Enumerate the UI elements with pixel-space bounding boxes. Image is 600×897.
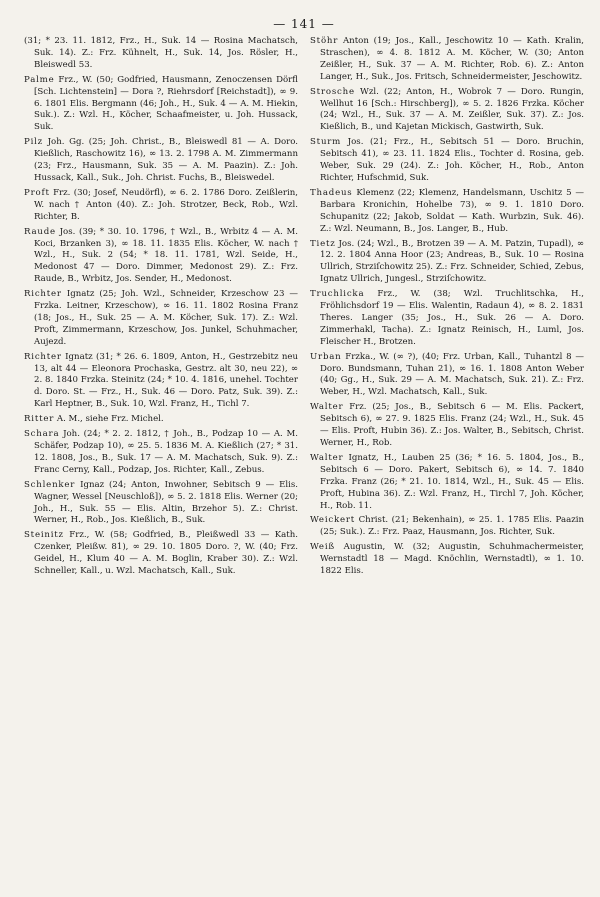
entry-surname: Schlenker	[24, 479, 76, 490]
register-entry	[24, 188, 298, 224]
entry-text: Jos. (21; Frz., H., Sebitsch 51 — Doro. Bruchin, Sebitsch 41), ∞ 23. 11. 1824 Elis., Tochter d. Rosina, geb. Weber, Suk. 29 (24). Z.: Joh. Köcher, H., Rob., Anton Richter, Hufschmid, Suk.	[320, 137, 585, 183]
entry-text: Christ. (21; Bekenhain), ∞ 25. 1. 1785 Elis. Paazin (25; Suk.). Z.: Frz. Paaz, Hausmann, Jos. Richter, Suk.	[320, 515, 584, 538]
register-entry	[310, 352, 584, 400]
entry-surname: Stöhr	[310, 36, 339, 46]
entry-text: Joh. (24; * 2. 2. 1812, † Joh., B., Podzap 10 — A. M. Schäfer, Podzap 10), ∞ 25. 5. 1836 M. A. Kießlich (27; * 31. 12. 1808, Jos., B., Suk. 17 — A. M. Machatsch, Suk. 9). Z.: Franc Cerny, Kall., Podzap, Jos. Richter, Kall., Zebus.	[34, 429, 298, 475]
entry-text: Jos. (24; Wzl., B., Brotzen 39 — A. M. Patzin, Tupadl), ∞ 12. 2. 1804 Anna Hoor (23; Andreas, B., Suk. 10 — Rosina Ullrich, Strziſchowitz 25). Z.: Frz. Schneider, Schied, Zebus, Ignatz Ullrich, Jungesl., Strziſchowitz.	[320, 238, 584, 285]
entry-surname: Thadeus	[310, 187, 353, 198]
entry-surname: Proft	[24, 187, 50, 198]
entry-surname: Raude	[24, 226, 56, 237]
register-entry	[24, 530, 298, 578]
entry-text: Ignaz (24; Anton, Inwohner, Sebitsch 9 — Elis. Wagner, Wessel [Neuschloß]), ∞ 5. 2. 1818 Elis. Werner (20; Joh., H., Suk. 55 — Elis. Altin, Brzehor 5). Z.: Christ. Werner, H., Rob., Jos. Kießlich, B., Suk.	[34, 479, 298, 526]
entry-text: A. M., siehe Frz. Michel.	[56, 414, 164, 425]
entry-text: Klemenz (22; Klemenz, Handelsmann, Uschitz 5 — Barbara Kronichin, Hohelbe 73), ∞ 9. 1. 1810 Doro. Schupanitz (22; Jakob, Soldat — Kath. Wurbzin, Suk. 46). Z.: Wzl. Neumann, B., Jos. Langer, B., Hub.	[320, 187, 584, 234]
entry-surname: Weickert	[310, 515, 356, 526]
entry-surname: Walter	[310, 402, 344, 413]
register-entry	[310, 515, 584, 539]
register-entry	[310, 137, 584, 185]
entry-surname: Schara	[24, 429, 60, 440]
entry-surname: Urban	[310, 351, 342, 362]
entry-surname: Richter	[24, 351, 62, 362]
entry-text: Ignatz, H., Lauben 25 (36; * 16. 5. 1804, Jos., B., Sebitsch 6 — Doro. Pakert, Sebitsch 6), ∞ 14. 7. 1840 Frzka. Franz (26; * 21. 10. 1814, Wzl., H., Suk. 45 — Elis. Proft, Hubina 36). Z.: Wzl. Franz, H., Tirchl 7, Joh. Köcher, H., Rob. 11.	[320, 452, 585, 511]
register-entry	[24, 352, 298, 412]
entry-surname: Richter	[24, 289, 62, 300]
entry-surname: Strosche	[310, 86, 355, 97]
register-entry	[24, 75, 298, 135]
register-entry	[310, 239, 584, 287]
entry-text: Augustin, W. (32; Augustin, Schuhmachermeister, Wernstadtl 18 — Magd. Knöchlin, Wernstadtl), ∞ 1. 10. 1822 Elis.	[320, 542, 584, 577]
entry-surname: Palme	[24, 74, 55, 85]
register-entry	[310, 188, 584, 236]
entry-surname: Walter	[310, 452, 344, 463]
entry-surname: Tietz	[310, 238, 336, 249]
register-entry	[310, 36, 584, 84]
entry-surname: Weiß	[310, 542, 335, 553]
entry-text: Jos. (39; * 30. 10. 1796, † Wzl., B., Wrbitz 4 — A. M. Koci, Brzanken 3), ∞ 18. 11. 1835 Elis. Köcher, W. nach † Wzl., H., Suk. 2 (54; * 18. 11. 1781, Wzl. Seide, H., Medonost 47 — Doro. Dimmer, Medonost 29). Z.: Frz. Raude, B., Wrbitz, Jos. Sender, H., Medonost.	[34, 226, 299, 285]
register-entry	[310, 289, 584, 349]
entry-text: Joh. Gg. (25; Joh. Christ., B., Bleiswedl 81 — A. Doro. Kießlich, Raschowitz 16), ∞ 13. 2. 1798 A. M. Zimmermann (23; Frz., Hausmann, Suk. 35 — A. M. Paazin). Z.: Joh. Hussack, Kall., Suk., Joh. Christ. Fuchs, B., Bleiswedel.	[34, 137, 298, 183]
entry-surname: Pilz	[24, 137, 44, 148]
register-entry	[24, 414, 298, 426]
entry-text: Ignatz (25; Joh. Wzl., Schneider, Krzeschow 23 — Frzka. Leitner, Krzeschow), ∞ 16. 11. 1802 Rosina Franz (18; Jos., H., Suk. 25 — A. M. Köcher, Suk. 17). Z.: Wzl. Proft, Zimmermann, Krzeschow, Jos. Junkel, Schuhmacher, Aujezd.	[34, 289, 299, 347]
register-entry	[24, 227, 298, 287]
entry-text: Frz., W. (58; Godfried, B., Pleißwedl 33 — Kath. Czenker, Pleißw. 81), ∞ 29. 10. 1805 Doro. ?, W. (40; Frz. Geidel, H., Klum 40 — A. M. Boglin, Kraber 30). Z.: Wzl. Schneller, Kall., u. Wzl. Machatsch, Kall., Suk.	[34, 530, 298, 577]
register-entry	[310, 87, 584, 135]
register-entry	[24, 36, 298, 72]
register-entry	[24, 480, 298, 528]
entry-surname: Steinitz	[24, 530, 64, 541]
entry-text: Ignatz (31; * 26. 6. 1809, Anton, H., Gestrzebitz neu 13, alt 44 — Eleonora Prochaska, Gestrz. alt 30, neu 22), ∞ 2. 8. 1840 Frzka. Steinitz (24; * 10. 4. 1816, unehel. Tochter d. Doro. St. — Frz., H., Suk. 46 — Doro. Patz, Suk. 39). Z.: Karl Heptner, B., Suk. 10, Wzl. Franz, H., Tichl 7.	[34, 351, 298, 410]
entry-text: Wzl. (22; Anton, H., Wobrok 7 — Doro. Rungin, Wellhut 16 [Sch.: Hirschberg]), ∞ 5. 2. 1826 Frzka. Köcher (24; Wzl., H., Suk. 37 — A. M. Zeißler, Suk. 37). Z.: Jos. Kießlich, B., und Kajetan Mickisch, Gastwirth, Suk.	[320, 86, 584, 133]
register-entry	[24, 289, 298, 349]
register-entry	[24, 429, 298, 477]
page-number: — 141 —	[273, 17, 335, 31]
text-columns	[24, 36, 584, 581]
register-entry	[24, 137, 298, 185]
entry-text: Frz. (30; Josef, Neudörfl), ∞ 6. 2. 1786 Doro. Zeißlerin, W. nach † Anton (40). Z.: Joh. Strotzer, Beck, Rob., Wzl. Richter, B.	[34, 187, 299, 222]
register-entry	[310, 453, 584, 513]
entry-text: Anton (19; Jos., Kall., Jeschowitz 10 — Kath. Kralin, Straschen), ∞ 4. 8. 1812 A. M. Köcher, W. (30; Anton Zeißler, H., Suk. 37 — A. M. Richter, Rob. 6). Z.: Anton Langer, H., Suk., Jos. Fritsch, Schneidermeister, Jeschowitz.	[320, 36, 584, 82]
entry-text: Frz. (25; Jos., B., Sebitsch 6 — M. Elis. Packert, Sebitsch 6), ∞ 27. 9. 1825 Elis. Franz (24; Wzl., H., Suk. 45 — Elis. Proft, Hubin 36). Z.: Jos. Walter, B., Sebitsch, Christ. Werner, H., Rob.	[320, 402, 584, 448]
entry-surname: Truchlicka	[310, 289, 365, 300]
right-column	[310, 36, 584, 581]
entry-surname: Sturm	[310, 137, 342, 148]
register-entry	[310, 402, 584, 450]
entry-text: Frzka., W. (∞ ?), (40; Frz. Urban, Kall., Tuhantzl 8 — Doro. Bundsmann, Tuhan 21), ∞ 16. 1. 1808 Anton Weber (40; Gg., H., Suk. 29 — A. M. Machatsch, Suk. 21). Z.: Frz. Weber, H., Wzl. Machatsch, Kall., Suk.	[320, 351, 584, 398]
entry-text: Frz., W. (38; Wzl. Truchlitschka, H., Fröhlichsdorf 19 — Elis. Walentin, Radaun 4), ∞ 8. 2. 1831 Theres. Langer (35; Jos., H., Suk. 26 — A. Doro. Zimmerhakl, Tacha). Z.: Ignatz Reinisch, H., Luml, Jos. Fleischer H., Brotzen.	[320, 289, 585, 347]
register-entry	[310, 542, 584, 578]
entry-text: (31; * 23. 11. 1812, Frz., H., Suk. 14 — Rosina Machatsch, Suk. 14). Z.: Frz. Kühnelt, H., Suk. 14, Jos. Rösler, H., Bleiswedl 53.	[24, 36, 298, 70]
entry-text: Frz., W. (50; Godfried, Hausmann, Zenoczensen Dörfl [Sch. Lichtenstein] — Dora ?, Riehrsdorf [Reichstadt]), ∞ 9. 6. 1801 Elis. Bergmann (46; Joh., H., Suk. 4 — A. M. Hiekin, Suk.). Z.: Wzl. H., Köcher, Schaafmeister, u. Joh. Hussack, Suk.	[34, 74, 299, 133]
left-column	[24, 36, 298, 581]
entry-surname: Ritter	[24, 414, 55, 425]
